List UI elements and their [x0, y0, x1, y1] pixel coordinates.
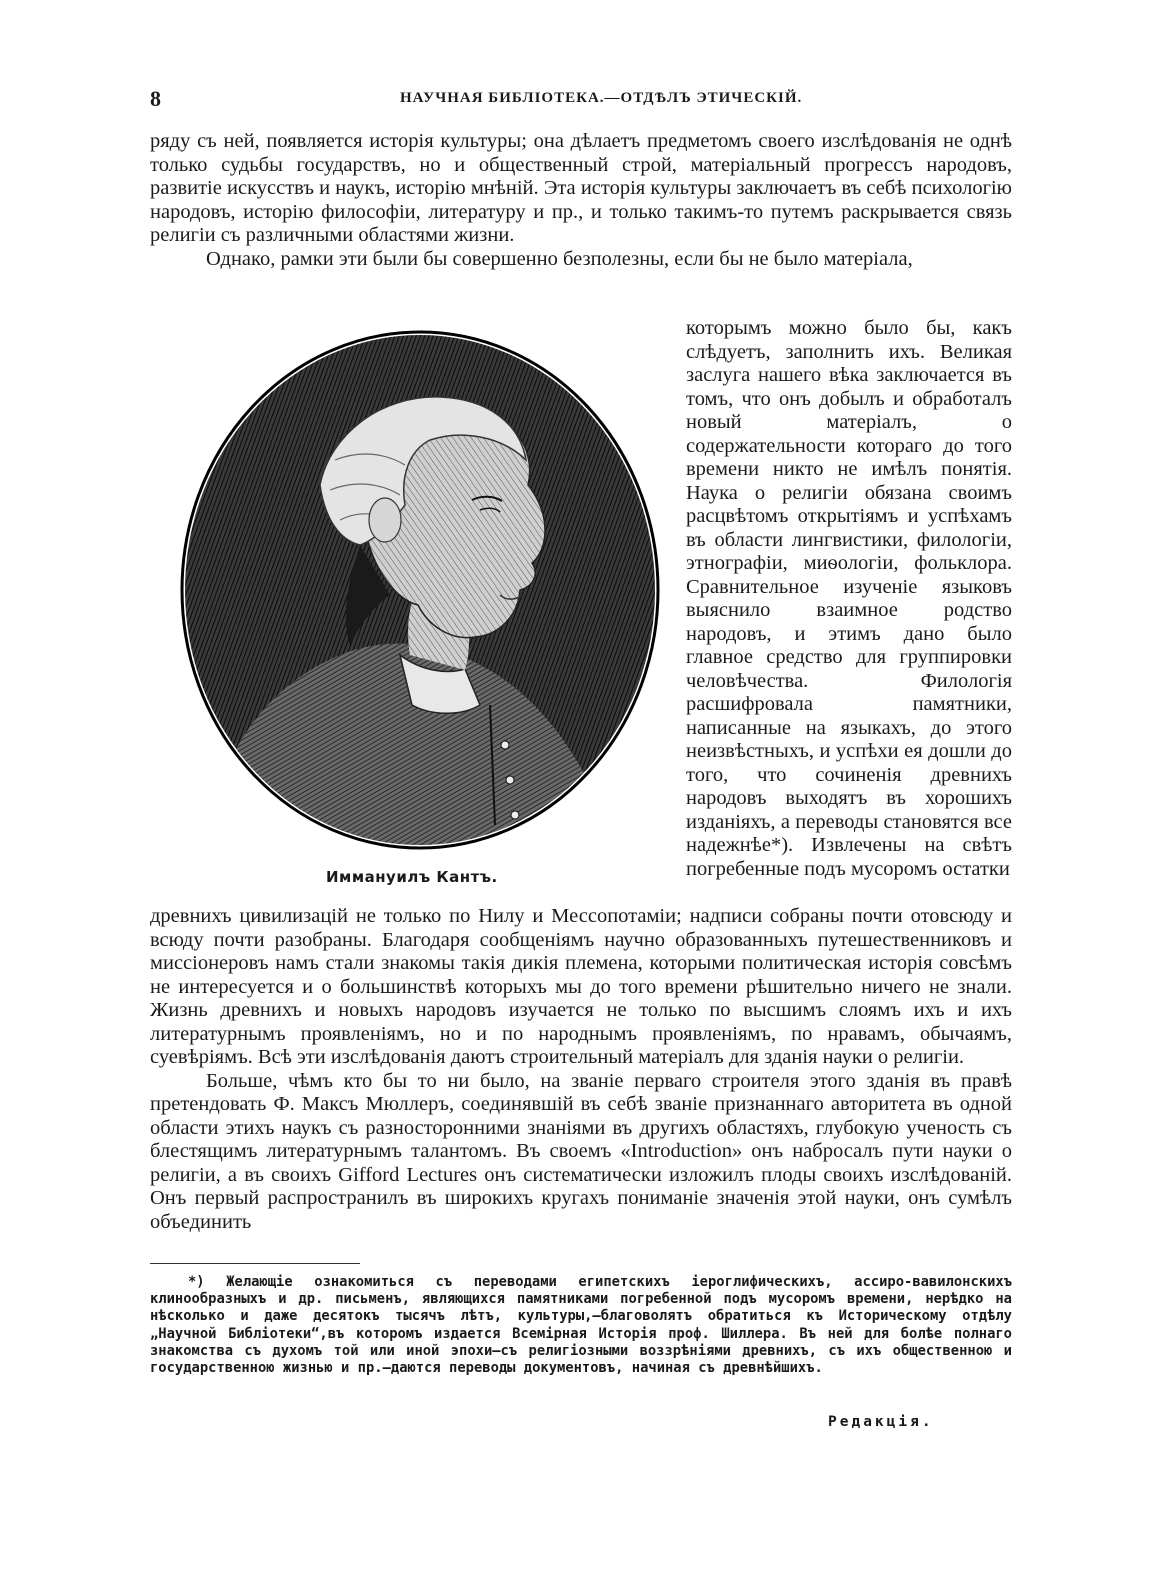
kant-portrait-engraving — [160, 325, 680, 855]
top-text-block — [150, 130, 1012, 271]
paragraph-2-continued: древнихъ цивилизацій не только по Нилу и Мессопотаміи; надписи собраны почти отовсюду и всюду почти разобраны. Благодаря сообщеніямъ научно образованныхъ путешественниковъ и миссіонеровъ намъ стали знакомы такія дикія племена, которыми политическая исторія совсѣмъ не интересуется и о большинствѣ которыхъ мы до того времени рѣшительно ничего не знали. Жизнь древнихъ и новыхъ народовъ изучается не только по высшимъ слоямъ ихъ и ихъ литературнымъ проявленіямъ, но и по народнымъ проявленіямъ, по нравамъ, обычаямъ, суевѣріямъ. Всѣ эти изслѣдованія даютъ строительный матеріалъ для зданія науки о религіи. — [150, 905, 1012, 1068]
bottom-text-block — [150, 905, 1012, 1234]
paragraph-3: Больше, чѣмъ кто бы то ни было, на званіе перваго строителя этого зданія въ правѣ претендовать Ф. Максъ Мюллеръ, соединявшій въ себѣ званіе признаннаго авторитета въ одной области этихъ наукъ съ разносторонними знаніями въ другихъ областяхъ, глубокую ученость съ блестящимъ литературнымъ талантомъ. Въ своемъ «Introduction» онъ набросалъ пути науки о религіи, а въ своихъ Gifford Lectures онъ систематически изложилъ плоды своихъ изслѣдованій. Онъ первый распространилъ въ широкихъ кругахъ пониманіе значенія этой науки, онъ сумѣлъ объединить — [150, 1069, 1012, 1233]
footnote-rule — [150, 1263, 360, 1264]
footnote-text: *) Желающіе ознакомиться съ переводами египетскихъ іероглифическихъ, ассиро-вавилонскихъ клинообразныхъ и др. письменъ, являющихся памятниками погребенной подъ мусоромъ времени, нерѣдко на нѣсколько и даже десятокъ тысячъ лѣтъ, культуры,—благоволятъ обратиться къ Историческому отдѣлу „Научной Библіотеки“,въ которомъ издается Всемірная Исторія проф. Шиллера. Въ ней для болѣе полнаго знакомства съ духомъ той или иной эпохи—съ религіозными воззрѣніями древнихъ, съ ихъ общественною и государственною жизнью и пр.—даются переводы документовъ, начиная съ древнѣйшихъ. — [150, 1274, 1012, 1377]
paragraph-1: ряду съ ней, появляется исторія культуры; она дѣлаетъ предметомъ своего изслѣдованія не однѣ только судьбы государствъ, но и общественный строй, матеріальный прогрессъ народовъ, развитіе искусствъ и наукъ, исторію мнѣній. Эта исторія культуры заключаетъ въ себѣ психологію народовъ, исторію философіи, литературу и пр., и только такимъ-то путемъ раскрывается связь религіи съ различными областями жизни. — [150, 130, 1012, 246]
running-title: НАУЧНАЯ БИБЛIОТЕКА.—ОТДѢЛЪ ЭТИЧЕСКIЙ. — [400, 90, 803, 106]
footnote-signature: Редакція. — [828, 1414, 934, 1430]
paragraph-2-side-column: которымъ можно было бы, какъ слѣдуетъ, заполнить ихъ. Великая заслуга нашего вѣка заключается въ томъ, что онъ добылъ и обработалъ новый матеріалъ, о содержательности котораго до того времени никто не имѣлъ понятія. Наука о религіи обязана своимъ расцвѣтомъ открытіямъ и успѣхамъ въ области лингвистики, филологіи, этнографіи, миѳологіи, фольклора. Сравнительное изученіе языковъ выяснило взаимное родство народовъ, и этимъ дано было главное средство для группировки человѣчества. Филологія расшифровала памятники, написанные на языкахъ, до этого неизвѣстныхъ, и успѣхи ея дошли до того, что сочиненія древнихъ народовъ выходятъ въ хорошихъ изданіяхъ, а переводы становятся все надежнѣе*). Извлечены на свѣтъ погребенные подъ мусоромъ остатки — [686, 317, 1012, 880]
portrait-caption: Иммануилъ Кантъ. — [326, 868, 498, 886]
page-number: 8 — [150, 86, 161, 111]
footnote — [150, 1274, 1012, 1377]
paragraph-2-first-line: Однако, рамки эти были бы совершенно безполезны, если бы не было матеріала, — [206, 247, 913, 270]
